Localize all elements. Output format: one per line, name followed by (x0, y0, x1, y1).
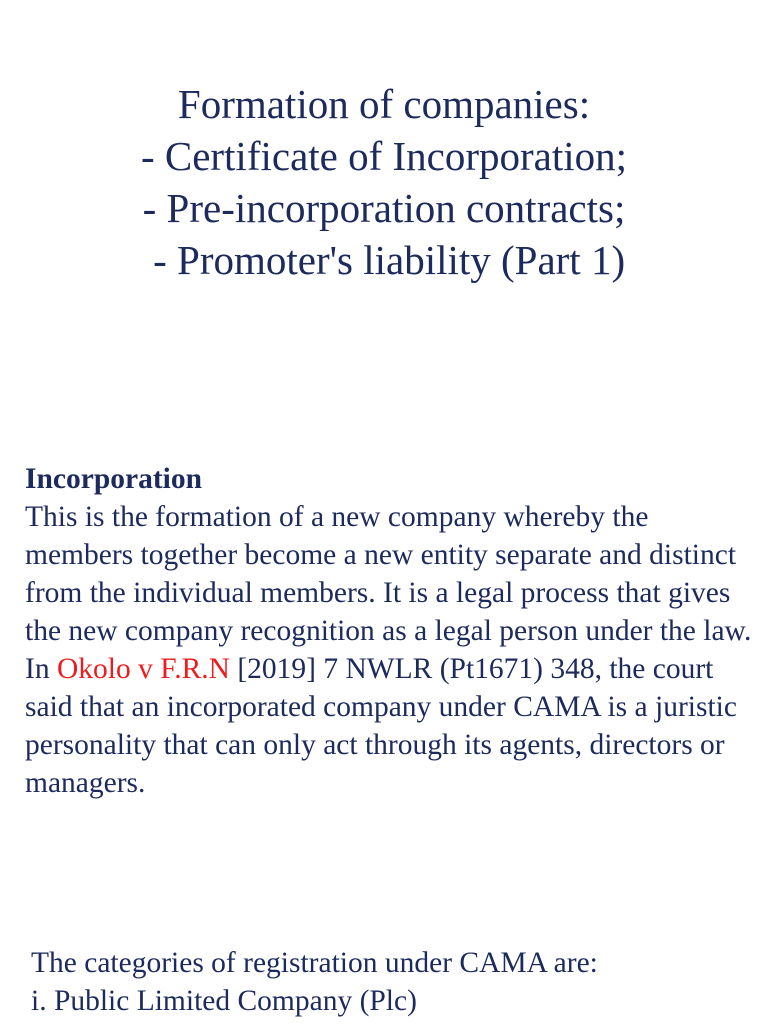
body-text-before-case: This is the formation of a new company whereby the members together become a new entity separate and distinct from the individual members. It is a legal process that gives the new company recognition as a legal person under the law. In (25, 501, 752, 685)
title-line-1: Formation of companies: (177, 81, 591, 127)
incorporation-section (25, 460, 755, 802)
incorporation-body-text (25, 501, 751, 799)
categories-intro: The categories of registration under CAMA are: (31, 947, 598, 979)
category-item: i. Public Limited Company (Plc) (31, 985, 417, 1017)
title-line-4: - Promoter's liability (Part 1) (142, 237, 626, 283)
incorporation-heading: Incorporation (25, 463, 202, 495)
case-citation-name: Okolo v F.R.N (56, 653, 230, 685)
categories-section (31, 944, 751, 1020)
slide-title (0, 78, 768, 286)
title-line-3: - Pre-incorporation contracts; (142, 185, 626, 231)
body-text-after-case: [2019] 7 NWLR (Pt1671) 348, the court said that an incorporated company under CAMA is a juristic personality that can only act through its agents, directors or managers. (25, 653, 737, 799)
title-line-2: - Certificate of Incorporation; (140, 133, 628, 179)
